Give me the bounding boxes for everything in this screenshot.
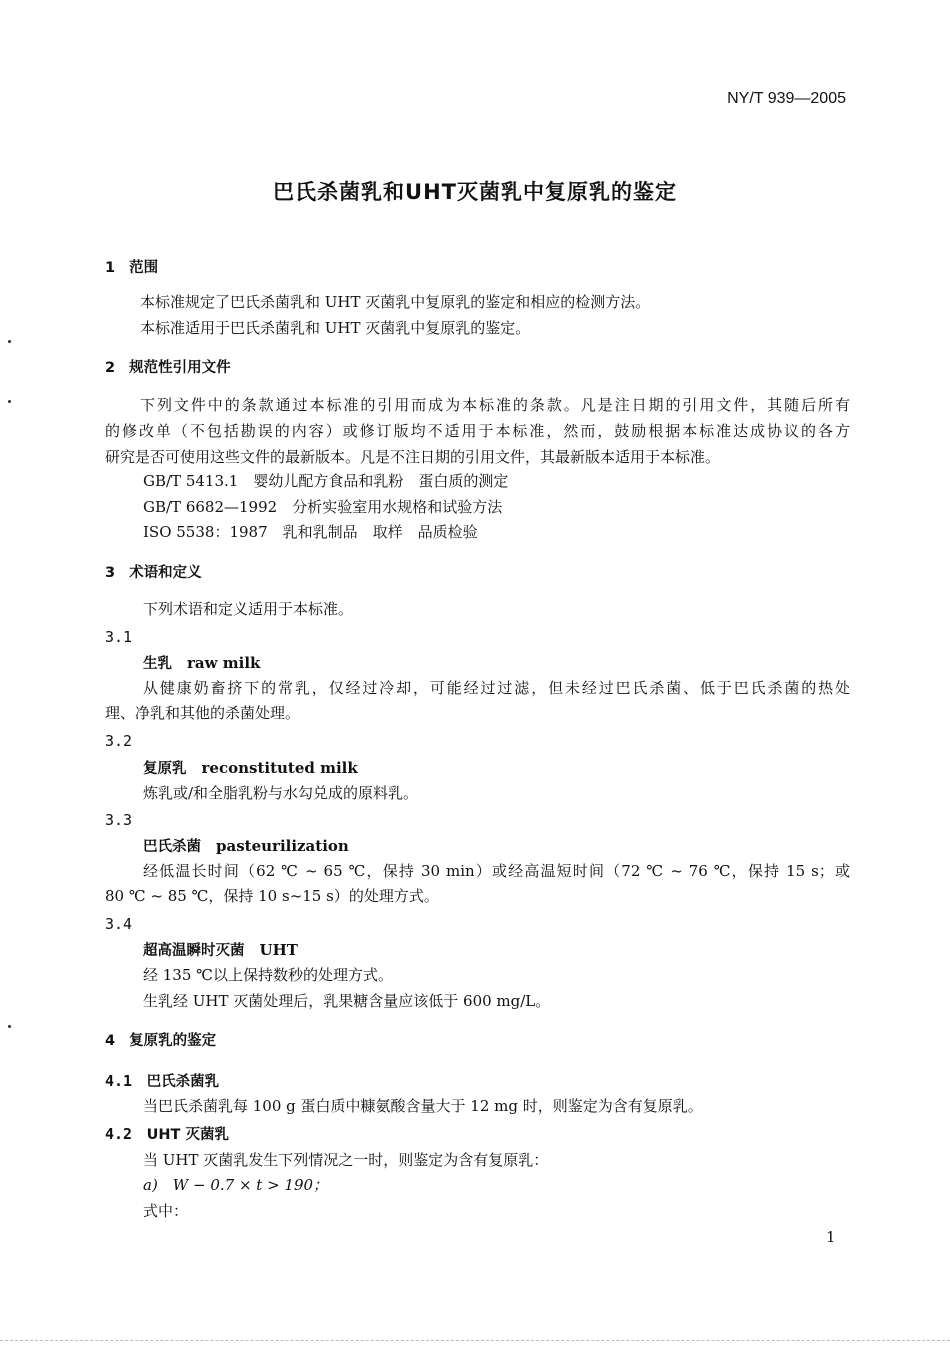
section-1-heading — [105, 258, 158, 278]
paragraph-line: 的修改单（不包括勘误的内容）或修订版均不适用于本标准，然而，鼓励根据本标准达成协议的各方 — [105, 422, 850, 440]
section-number: 4 — [105, 1033, 116, 1049]
section-title: 复原乳的鉴定 — [129, 1033, 217, 1049]
paragraph: 下列术语和定义适用于本标准。 — [143, 600, 354, 618]
paragraph: 本标准规定了巴氏杀菌乳和 UHT 灭菌乳中复原乳的鉴定和相应的检测方法。 — [140, 293, 651, 311]
term-zh: 超高温瞬时灭菌 — [143, 943, 245, 959]
term-definition: 经低温长时间（62 ℃ ~ 65 ℃，保持 30 min）或经高温短时间（72 ℃ ~ 76 ℃，保持 15 s；或 — [143, 862, 850, 880]
section-title: 范围 — [129, 260, 159, 276]
term-en: raw milk — [187, 654, 261, 672]
formula-item-a: a) W − 0.7 × t > 190； — [143, 1176, 329, 1194]
scan-speck — [8, 340, 11, 343]
term-definition: 从健康奶畜挤下的常乳，仅经过冷却，可能经过过滤，但未经过巴氏杀菌、低于巴氏杀菌的热处 — [143, 679, 850, 697]
reference-name: 婴幼儿配方食品和乳粉 蛋白质的测定 — [253, 472, 509, 490]
term-number: 3.3 — [105, 811, 133, 829]
term-en: UHT — [259, 941, 298, 959]
scan-speck — [8, 400, 11, 403]
subsection-title: UHT 灭菌乳 — [146, 1127, 229, 1143]
paragraph-line: 研究是否可使用这些文件的最新版本。凡是不注日期的引用文件，其最新版本适用于本标准。 — [105, 448, 721, 466]
term-definition: 经 135 ℃以上保持数秒的处理方式。 — [143, 966, 393, 984]
subsection-number: 4.1 — [105, 1072, 133, 1090]
reference-item — [143, 471, 508, 491]
reference-name: 分析实验室用水规格和试验方法 — [292, 498, 503, 516]
term-number: 3.1 — [105, 628, 133, 646]
paragraph: 当巴氏杀菌乳每 100 g 蛋白质中糠氨酸含量大于 12 mg 时，则鉴定为含有复原乳。 — [143, 1097, 703, 1115]
section-3-heading — [105, 563, 202, 583]
section-number: 1 — [105, 260, 116, 276]
reference-code: GB/T 5413.1 — [143, 472, 239, 490]
reference-code: GB/T 6682—1992 — [143, 498, 278, 516]
term-number: 3.4 — [105, 915, 133, 933]
paragraph-line: 下列文件中的条款通过本标准的引用而成为本标准的条款。凡是注日期的引用文件，其随后所有 — [140, 396, 850, 414]
reference-code: ISO 5538：1987 — [143, 523, 268, 541]
scan-edge-line — [0, 1340, 950, 1341]
term-title — [143, 758, 358, 779]
scan-speck — [8, 1025, 11, 1028]
paragraph: 本标准适用于巴氏杀菌乳和 UHT 灭菌乳中复原乳的鉴定。 — [140, 319, 531, 337]
term-zh: 复原乳 — [143, 761, 187, 777]
section-title: 术语和定义 — [129, 565, 202, 581]
subsection-4-2-heading — [105, 1124, 229, 1145]
subsection-4-1-heading — [105, 1071, 219, 1092]
term-en: reconstituted milk — [201, 759, 358, 777]
term-definition: 炼乳或/和全脂乳粉与水勾兑成的原料乳。 — [143, 784, 419, 802]
term-title — [143, 940, 298, 961]
standard-number: NY/T 939—2005 — [727, 90, 846, 107]
page-title: 巴氏杀菌乳和UHT灭菌乳中复原乳的鉴定 — [273, 180, 677, 204]
subsection-title: 巴氏杀菌乳 — [146, 1074, 220, 1090]
term-definition: 生乳经 UHT 灭菌处理后，乳果糖含量应该低于 600 mg/L。 — [143, 992, 551, 1010]
section-4-heading — [105, 1031, 216, 1051]
subsection-number: 4.2 — [105, 1125, 133, 1143]
paragraph: 当 UHT 灭菌乳发生下列情况之一时，则鉴定为含有复原乳： — [143, 1151, 549, 1169]
page-number: 1 — [826, 1228, 836, 1246]
section-title: 规范性引用文件 — [129, 360, 231, 376]
formula-where: 式中： — [143, 1202, 189, 1220]
reference-item — [143, 522, 478, 542]
term-number: 3.2 — [105, 732, 133, 750]
term-definition: 理、净乳和其他的杀菌处理。 — [105, 704, 301, 722]
reference-name: 乳和乳制品 取样 品质检验 — [282, 523, 478, 541]
section-number: 2 — [105, 360, 116, 376]
reference-item — [143, 497, 502, 517]
term-definition: 80 ℃ ~ 85 ℃，保持 10 s~15 s）的处理方式。 — [105, 887, 439, 905]
section-2-heading — [105, 358, 231, 378]
section-number: 3 — [105, 565, 116, 581]
term-zh: 巴氏杀菌 — [143, 839, 201, 855]
term-zh: 生乳 — [143, 656, 172, 672]
term-title — [143, 653, 260, 674]
term-en: pasteurilization — [216, 837, 349, 855]
term-title — [143, 836, 349, 857]
